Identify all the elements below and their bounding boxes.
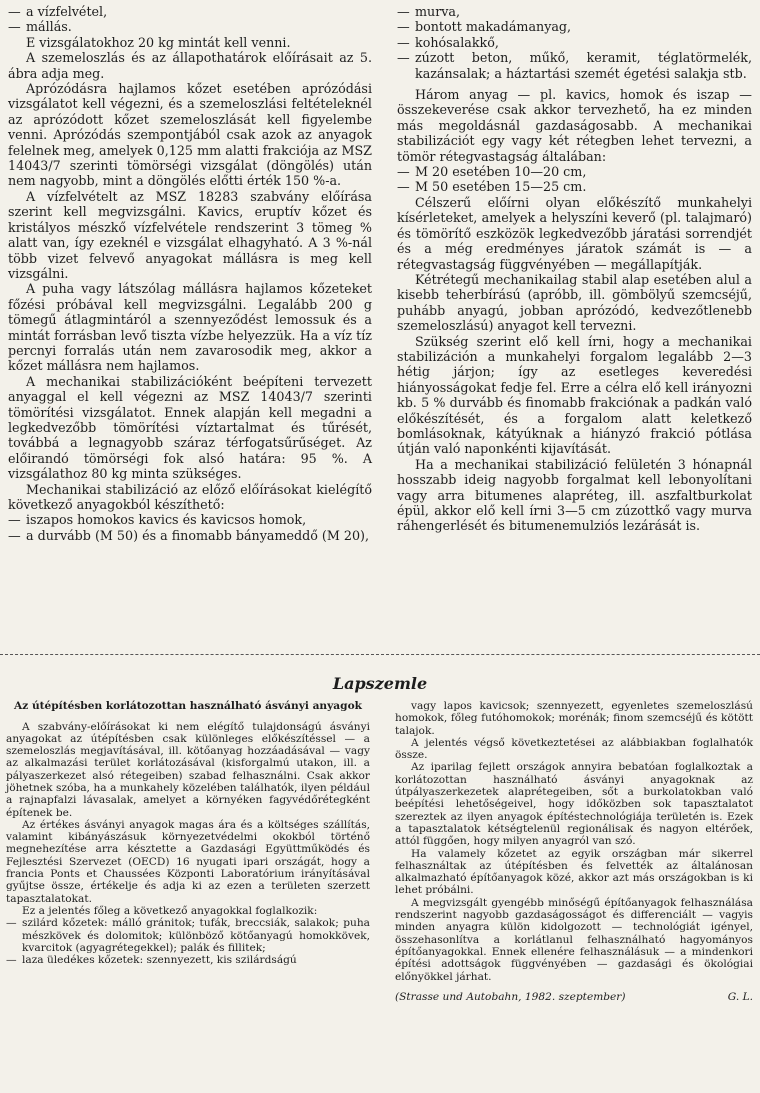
paragraph: A szemeloszlás és az állapothatárok előírásait az 5. ábra adja meg.: [8, 50, 372, 81]
paragraph: — mállás.: [8, 19, 372, 34]
main-article-left-column: [8, 4, 372, 543]
author-initials: G. L.: [727, 990, 753, 1003]
paragraph: — a durvább (M 50) és a finomabb bányameddő (M 20),: [8, 528, 372, 543]
section-divider: [0, 654, 760, 655]
paragraph: Kétrétegű mechanikailag stabil alap esetében alul a kisebb teherbírású (apróbb, ill. gömbölyű szemcséjű, puhább anyagú, jobban aprózódó, kedvezőtlenebb szemeloszlású) anyagot kell tervezni.: [397, 271, 752, 334]
review-left-column: [6, 700, 370, 966]
paragraph: Ha a mechanikai stabilizáció felületén 3 hónapnál hosszabb ideig nagyobb forgalmat kell lebonyolítani vagy arra bitumenes alapréteg, ill. aszfaltburkolat épül, akkor elő kell írni 3—5 cm zúzottkő vagy murva ráhengerlését és bitumenemulziós lezárását is.: [397, 456, 752, 534]
paragraph: A mechanikai stabilizációként beépíteni tervezett anyaggal el kell végezni az MSZ 14043/7 szerinti tömörítési vizsgálatot. Ennek alapján kell megadni a legkedvezőbb tömörítési víztartalmat és tűrését, továbbá a legnagyobb száraz térfogatsűrűséget. Az előirandó tömörségi fok alsó határa: 95 %. A vizsgálathoz 80 kg minta szükséges.: [8, 373, 372, 482]
review-source: [395, 991, 753, 1003]
paragraph: — murva,: [397, 4, 752, 19]
paragraph: E vizsgálatokhoz 20 kg mintát kell venni.: [26, 34, 291, 50]
paragraph: A megvizsgált gyengébb minőségű építőanyagok felhasználása rendszerint nagyobb gazdaságosságot és differenciált — vagyis minden anyagra külön kidolgozott — technológiát igényel, összehasonlítva a korlátlanul felhasználható hagyományos építőanyagokkal. Ennek ellenére felhasználásuk — a mindenkori építési adottságok függvényében — gazdasági és ökológiai előnyökkel járhat.: [395, 896, 753, 983]
paragraph: — szilárd kőzetek: málló gránitok; tufák, breccsiák, salakok; puha mészkövek és dolomitok; különböző kötőanyagú homokkövek, kvarcitok (agyagrétegekkel); palák és fillitek;: [6, 917, 370, 954]
review-right-column: [395, 700, 753, 1003]
paragraph: Célszerű előírni olyan előkészítő munkahelyi kísérleteket, amelyek a helyszíni keverő (pl. talajmaró) és tömörítő eszközök legkedvezőbb járatási sorrendjét és a még eredményes járatok számát is — a rétegvastagság függvényében — megállapítják.: [397, 194, 752, 272]
paragraph: A jelentés végső következtetései az alábbiakban foglalhatók össze.: [395, 736, 753, 762]
paragraph: vagy lapos kavicsok; szennyezett, egyenletes szemeloszlású homokok, főleg futóhomokok; morénák; finom szemcséjű és kötött talajok.: [395, 700, 753, 737]
paragraph: Aprózódásra hajlamos kőzet esetében aprózódási vizsgálatot kell végezni, és a szemeloszlási feltételeknél az aprózódott kőzet szemeloszlását kell figyelembe venni. Aprózódás szempontjából csak azok az anyagok felelnek meg, amelyek 0,125 mm alatti frakciója az MSZ 14043/7 szerinti tömörségi vizsgálat (döngölés) után nem nagyobb, mint a döngölés előtti érték 150 %-a.: [8, 81, 372, 189]
paragraph: — laza üledékes kőzetek: szennyezett, kis szilárdságú: [6, 954, 370, 966]
main-article-right-column: [397, 4, 752, 534]
paragraph: — bontott makadámanyag,: [397, 19, 752, 34]
section-title: Lapszemle: [332, 674, 428, 693]
paragraph: Három anyag — pl. kavics, homok és iszap — összekeverése csak akkor tervezhető, ha ez minden más megoldásnál gazdaságosabb. A mechanikai stabilizációt egy vagy két rétegben lehet tervezni, a tömör rétegvastagság általában:: [397, 87, 752, 164]
paragraph: — M 20 esetében 10—20 cm,: [397, 164, 752, 179]
paragraph: — M 50 esetében 15—25 cm.: [397, 179, 752, 194]
paragraph: Mechanikai stabilizáció az előző előírásokat kielégítő következő anyagokból készíthető:: [8, 481, 372, 512]
paragraph: Az értékes ásványi anyagok magas ára és a költséges szállítás, valamint kibányászásuk környezetvédelmi okokból történő megnehezítése arra késztette a Gazdasági Együttműködés és Fejlesztési Szervezet (OECD) 16 nyugati ipari országát, hogy a francia Ponts et Chaussées Központi Laboratórium irányításával gyűjtse össze, értékelje és adja ki az ezen a területen szerzett tapasztalatokat.: [6, 818, 370, 905]
review-article-title: Az útépítésben korlátozottan használható ásványi anyagok: [14, 700, 362, 712]
paragraph: — a vízfelvétel,: [8, 4, 372, 19]
source-citation: (Strasse und Autobahn, 1982. szeptember): [395, 990, 626, 1003]
paragraph: Az iparilag fejlett országok annyira bebatóan foglalkoztak a korlátozottan használható ásványi anyagoknak az útpályaszerkezetek alaprétegeiben, sőt a burkolatokban való beépítési lehetőségeivel, hogy időközben sok tapasztalatot szereztek az ilyen anyagok építéstechnológiája területén is. Ezek a tapasztalatok kétségtelenül regionálisak és nagyon eltérőek, attól függően, hogy milyen anyagról van szó.: [395, 761, 753, 848]
paragraph: — zúzott beton, műkő, keramit, téglatörmelék, kazánsalak; a háztartási szemét égetési salakja stb.: [397, 50, 752, 81]
paragraph: A puha vagy látszólag mállásra hajlamos kőzeteket főzési próbával kell megvizsgálni. Legalább 200 g tömegű átlagmintáról a szennyeződést lemossuk és a mintát forrásban levő tiszta vízbe helyezzük. Ha a víz tíz percnyi forralás után nem zavarosodik meg, akkor a kőzet mállásra nem hajlamos.: [8, 281, 372, 374]
paragraph: Szükség szerint elő kell írni, hogy a mechanikai stabilizáción a munkahelyi forgalom legalább 2—3 hétig járjon; így az esetleges keveredési hiányosságokat fedje fel. Erre a célra elő kell irányozni kb. 5 % durvább és finomabb frakciónak a padkán való előkészítését, és a forgalom alatt keletkező bomlásoknak, kátyúknak a hiányzó frakció pótlása útján való naponkénti kijavítását.: [397, 333, 752, 457]
paragraph: A vízfelvételt az MSZ 18283 szabvány előírása szerint kell megvizsgálni. Kavics, eruptív kőzet és kristályos mészkő vízfelvétele rendszerint 3 tömeg % alatt van, így ezeknél e vizsgálat elhagyható. A 3 %-nál több vizet felvevő anyagokat mállásra is meg kell vizsgálni.: [8, 188, 372, 281]
paragraph: Ha valamely kőzetet az egyik országban már sikerrel felhasználtak az útépítésben és felvették az általánosan alkalmazható építőanyagok közé, akkor azt más országokban is ki lehet próbálni.: [395, 847, 753, 897]
paragraph: — iszapos homokos kavics és kavicsos homok,: [8, 512, 372, 527]
paragraph: — kohósalakkő,: [397, 35, 752, 50]
paragraph: A szabvány-előírásokat ki nem elégítő tulajdonságú ásványi anyagokat az útépítésben csak különleges előkészítéssel — a szemeloszlás megjavításával, ill. kötőanyag hozzáadásával — vagy az alkalmazási terület korlátozásával (kisforgalmú utakon, ill. a pályaszerkezet alsó rétegeiben) szabad felhasználni. Csak akkor jöhetnek szóba, ha a munkahely közelében találhatók, ilyen például a rajnapfalzi lávasalak, amelyet a környéken fagyvédőrétegként építenek be.: [6, 720, 370, 819]
paragraph: Ez a jelentés főleg a következő anyagokkal foglalkozik:: [22, 904, 318, 917]
